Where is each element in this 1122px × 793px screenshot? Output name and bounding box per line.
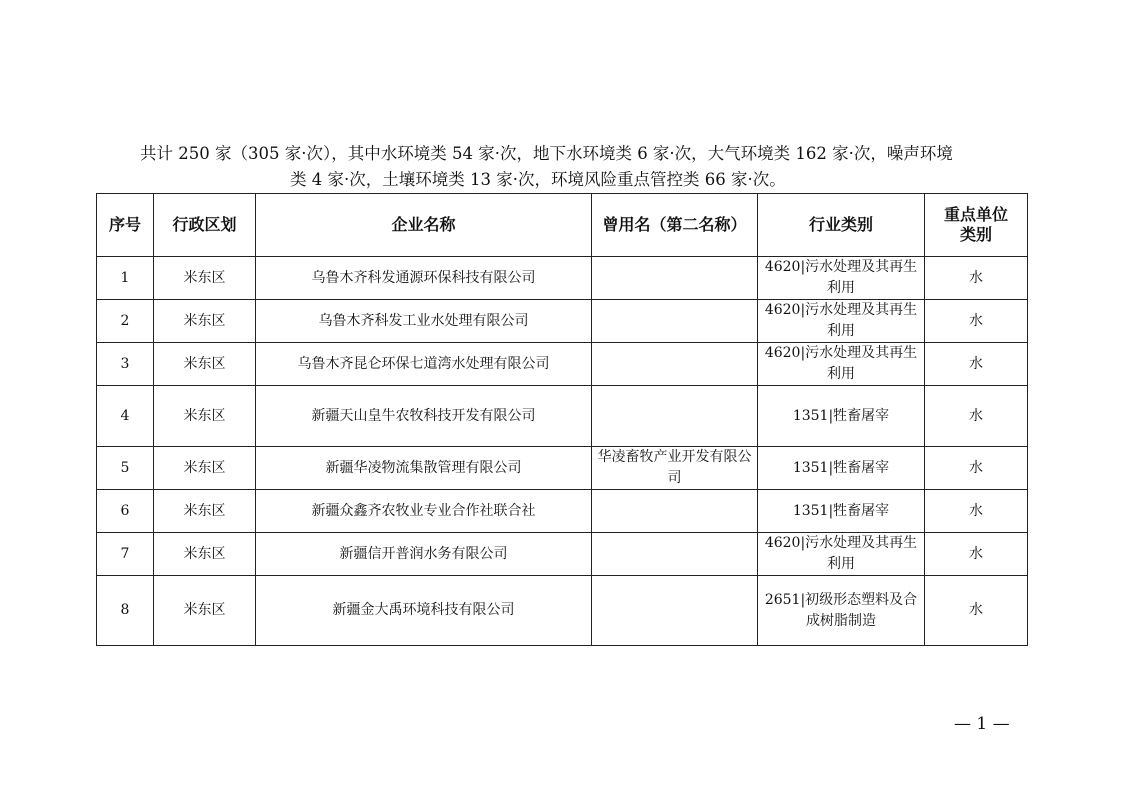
cell-category: 水 [925, 490, 1028, 533]
header-company: 企业名称 [256, 194, 592, 257]
cell-company: 乌鲁木齐科发工业水处理有限公司 [256, 300, 592, 343]
cell-industry: 1351|牲畜屠宰 [758, 447, 925, 490]
cell-former-name [592, 490, 758, 533]
cell-category: 水 [925, 386, 1028, 447]
table-header-row [97, 194, 1028, 257]
table-row [97, 490, 1028, 533]
cell-former-name [592, 576, 758, 646]
cell-former-name [592, 257, 758, 300]
cell-former-name [592, 533, 758, 576]
cell-district: 米东区 [154, 257, 256, 300]
cell-category: 水 [925, 257, 1028, 300]
cell-district: 米东区 [154, 490, 256, 533]
table-row [97, 386, 1028, 447]
cell-company: 新疆信开普润水务有限公司 [256, 533, 592, 576]
header-district: 行政区划 [154, 194, 256, 257]
cell-district: 米东区 [154, 386, 256, 447]
summary-line-2: 类 4 家·次，土壤环境类 13 家·次，环境风险重点管控类 66 家·次。 [290, 170, 786, 189]
header-category-label: 重点单位类别 [943, 205, 1008, 244]
cell-industry: 4620|污水处理及其再生利用 [758, 257, 925, 300]
cell-district: 米东区 [154, 576, 256, 646]
cell-former-name [592, 343, 758, 386]
table-row [97, 300, 1028, 343]
cell-industry: 1351|牲畜屠宰 [758, 386, 925, 447]
table-row [97, 447, 1028, 490]
cell-former-name [592, 300, 758, 343]
cell-former-name [592, 386, 758, 447]
cell-seq: 1 [97, 257, 154, 300]
cell-seq: 6 [97, 490, 154, 533]
cell-company: 新疆金大禹环境科技有限公司 [256, 576, 592, 646]
cell-former-name: 华凌畜牧产业开发有限公司 [592, 447, 758, 490]
cell-seq: 4 [97, 386, 154, 447]
cell-industry: 1351|牲畜屠宰 [758, 490, 925, 533]
table-row [97, 343, 1028, 386]
cell-industry: 2651|初级形态塑料及合成树脂制造 [758, 576, 925, 646]
cell-district: 米东区 [154, 343, 256, 386]
page-number: — 1 — [954, 714, 1010, 734]
cell-category: 水 [925, 343, 1028, 386]
cell-industry: 4620|污水处理及其再生利用 [758, 533, 925, 576]
cell-district: 米东区 [154, 447, 256, 490]
cell-company: 乌鲁木齐昆仑环保七道湾水处理有限公司 [256, 343, 592, 386]
summary-paragraph [96, 141, 1026, 193]
cell-industry: 4620|污水处理及其再生利用 [758, 343, 925, 386]
cell-company: 新疆天山皇牛农牧科技开发有限公司 [256, 386, 592, 447]
cell-category: 水 [925, 533, 1028, 576]
header-industry: 行业类别 [758, 194, 925, 257]
cell-category: 水 [925, 576, 1028, 646]
cell-company: 新疆华凌物流集散管理有限公司 [256, 447, 592, 490]
cell-district: 米东区 [154, 300, 256, 343]
cell-category: 水 [925, 300, 1028, 343]
header-former-name: 曾用名（第二名称） [592, 194, 758, 257]
cell-company: 乌鲁木齐科发通源环保科技有限公司 [256, 257, 592, 300]
cell-seq: 3 [97, 343, 154, 386]
summary-line-1: 共计 250 家（305 家·次），其中水环境类 54 家·次，地下水环境类 6 家·次，大气环境类 162 家·次，噪声环境 [140, 144, 953, 163]
cell-seq: 8 [97, 576, 154, 646]
table-row [97, 533, 1028, 576]
cell-seq: 5 [97, 447, 154, 490]
cell-seq: 2 [97, 300, 154, 343]
cell-category: 水 [925, 447, 1028, 490]
table-row [97, 576, 1028, 646]
table-row [97, 257, 1028, 300]
key-units-table [96, 193, 1028, 646]
cell-seq: 7 [97, 533, 154, 576]
header-seq: 序号 [97, 194, 154, 257]
cell-company: 新疆众鑫齐农牧业专业合作社联合社 [256, 490, 592, 533]
header-category [925, 194, 1028, 257]
cell-industry: 4620|污水处理及其再生利用 [758, 300, 925, 343]
cell-district: 米东区 [154, 533, 256, 576]
